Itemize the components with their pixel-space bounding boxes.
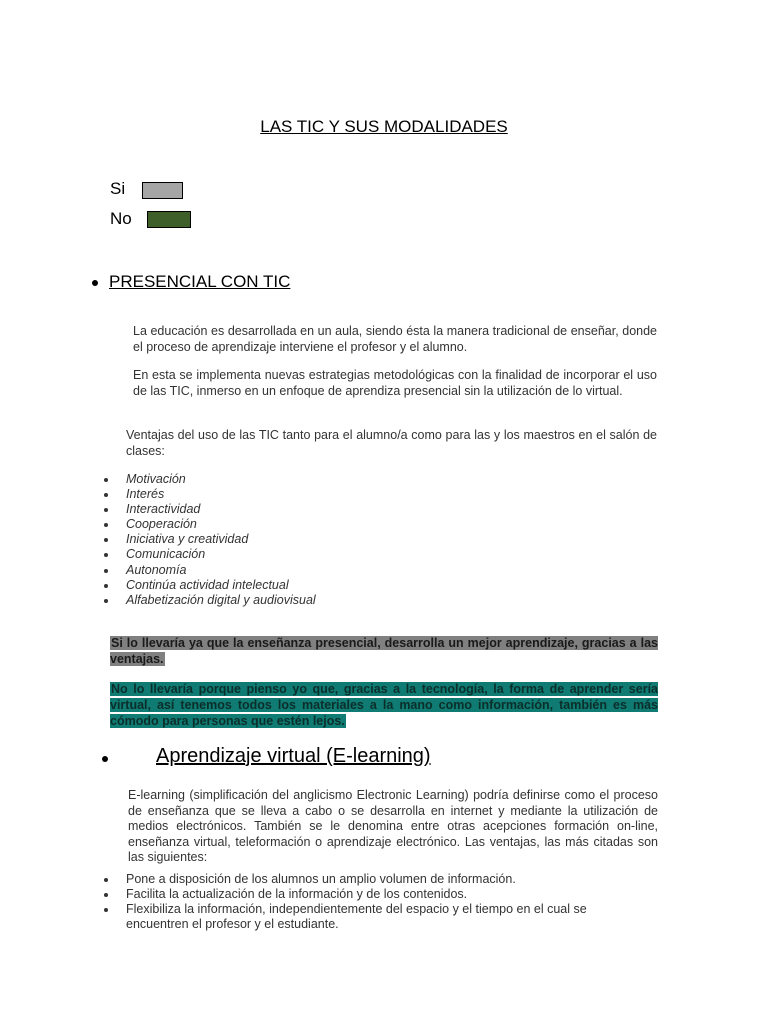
section1-paragraph-2: En esta se implementa nuevas estrategias metodológicas con la finalidad de incorporar el uso de las TIC, inmerso en un enfoque de aprendiza presencial sin la utilización de lo virtual.: [133, 368, 657, 398]
list-item: Motivación: [126, 472, 646, 487]
list-item: Facilita la actualización de la información y de los contenidos.: [126, 887, 636, 902]
list-item: Interés: [126, 487, 646, 502]
legend-si-label: Si: [110, 179, 126, 198]
section1-paragraph-3: Ventajas del uso de las TIC tanto para el alumno/a como para las y los maestros en el salón de clases:: [126, 428, 657, 458]
section1-bullet: [92, 280, 98, 286]
list-item: Iniciativa y creatividad: [126, 532, 646, 547]
no-highlight-text: No lo llevaría porque pienso yo que, gracias a la tecnología, la forma de aprender sería virtual, así tenemos todos los materiales a la mano como información, también es más cómodo para personas que estén lejos.: [110, 682, 658, 728]
list-item: Comunicación: [126, 547, 646, 562]
list-item: Pone a disposición de los alumnos un amplio volumen de información.: [126, 872, 636, 887]
section2-bullet: [102, 756, 108, 762]
section2-paragraph-1: E-learning (simplificación del anglicismo Electronic Learning) podría definirse como el proceso de enseñanza que se lleva a cabo o se desarrolla en internet y mediante la utilización de medios electrónicos. También se le denomina entre otras acepciones formación on-line, enseñanza virtual, teleformación o aprendizaje electrónico. Las ventajas, las más citadas son las siguientes:: [128, 788, 658, 864]
section1-heading: PRESENCIAL CON TIC: [109, 272, 291, 291]
list-item: Continúa actividad intelectual: [126, 578, 646, 593]
section2-advantages-list: [126, 872, 636, 932]
list-item: Cooperación: [126, 517, 646, 532]
page-title: LAS TIC Y SUS MODALIDADES: [260, 117, 508, 136]
list-item: Autonomía: [126, 563, 646, 578]
legend-no-swatch: [147, 211, 191, 228]
section1-paragraph-1: La educación es desarrollada en un aula, siendo ésta la manera tradicional de enseñar, donde el proceso de aprendizaje interviene el profesor y el alumno.: [133, 324, 657, 354]
si-highlight-text: Si lo llevaría ya que la enseñanza presencial, desarrolla un mejor aprendizaje, gracias a las ventajas.: [110, 636, 658, 666]
legend-no-label: No: [110, 209, 132, 228]
section2-heading: Aprendizaje virtual (E-learning): [156, 745, 431, 767]
legend-si-swatch: [142, 182, 183, 199]
list-item: Flexibiliza la información, independientemente del espacio y el tiempo en el cual se encuentren el profesor y el estudiante.: [126, 902, 636, 932]
list-item: Alfabetización digital y audiovisual: [126, 593, 646, 608]
section1-advantages-list: [126, 472, 646, 608]
list-item: Interactividad: [126, 502, 646, 517]
